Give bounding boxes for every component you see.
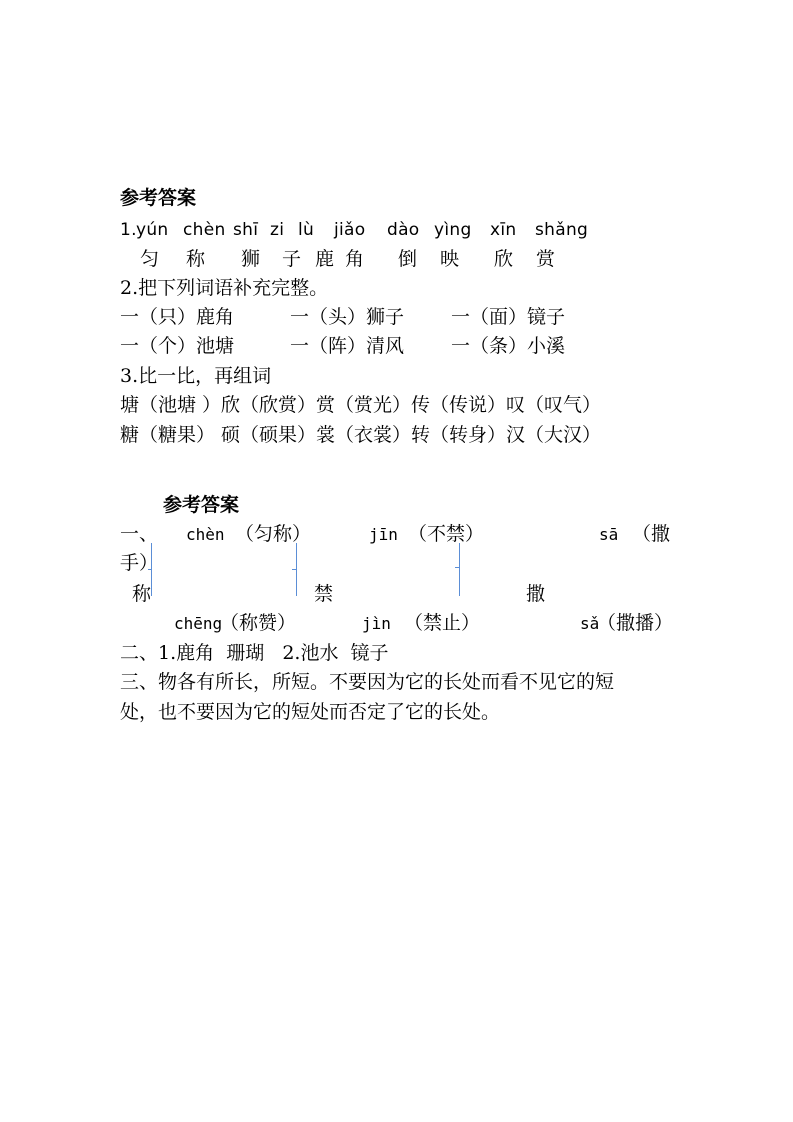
top-word-sa: （撒 [632,523,671,545]
brace-tick [455,567,459,568]
top-pinyin-sa: sā [599,525,619,544]
part3-line-1: 三、物各有所长，所短。不要因为它的长处而看不见它的短 [120,671,615,693]
q2-answer: 一（面）镜子 [451,306,566,328]
pinyin-shi: shī [233,220,259,240]
q2-answer: 一（个）池塘 [120,335,235,357]
answer-heading-1: 参考答案 [120,187,197,209]
q2-answer: 一（阵）清风 [290,335,405,357]
part2-answer: 二、1.鹿角 珊瑚 2.池水 镜子 [120,642,389,664]
top-pinyin-chen: chèn [186,525,225,544]
brace-line [296,543,302,596]
pinyin-yun: yún [136,220,169,240]
pinyin-shang: shǎng [535,220,589,240]
hanzi-lu: 鹿 [315,248,335,270]
hanzi-xin: 欣 [494,248,514,270]
wrapped-text: 手） [120,552,159,574]
bottom-pinyin-sa: sǎ [580,614,600,633]
q2-answer: 一（只）鹿角 [120,306,235,328]
q3-row-2: 糖（糖果） 硕（硕果）裳（衣裳）转（转身）汉（大汉） [120,424,602,446]
pinyin-ying: yìng [434,220,472,240]
bottom-word-jin: （禁止） [404,612,481,634]
top-word-jin: （不禁） [408,523,485,545]
q3-title: 3.比一比，再组词 [120,365,272,387]
hanzi-jiao: 角 [345,248,365,270]
bottom-word-cheng: （称赞） [220,612,297,634]
q2-answer: 一（条）小溪 [451,335,566,357]
top-pinyin-jin: jīn [369,525,398,544]
hanzi-zi: 子 [282,248,302,270]
q2-title: 2.把下列词语补充完整。 [120,277,329,299]
hanzi-dao: 倒 [398,248,418,270]
answer-heading-2: 参考答案 [163,494,240,516]
pinyin-chen: chèn [183,220,226,240]
q1-number: 1. [120,220,137,240]
char-sa: 撒 [526,583,546,605]
char-jin: 禁 [314,583,334,605]
pinyin-dao: dào [387,220,420,240]
top-word-chen: （匀称） [235,523,312,545]
q3-row-1: 塘（池塘 ）欣（欣赏）赏（赏光）传（传说）叹（叹气） [120,394,602,416]
pinyin-xin: xīn [490,220,517,240]
pinyin-zi: zi [270,220,285,240]
bottom-pinyin-cheng: chēng [174,614,223,633]
char-cheng: 称 [132,583,152,605]
brace-tick [148,569,152,570]
bottom-word-sa: （撒播） [597,612,674,634]
brace-tick [292,569,296,570]
hanzi-shang: 赏 [536,248,556,270]
hanzi-ying: 映 [440,248,460,270]
q2-answer: 一（头）狮子 [290,306,405,328]
hanzi-yun: 匀 [140,248,160,270]
pinyin-lu: lù [298,220,315,240]
brace-line [459,543,465,596]
hanzi-chen: 称 [186,248,206,270]
pinyin-jiao: jiǎo [334,220,366,240]
hanzi-shi: 狮 [241,248,261,270]
part1-label: 一、 [120,523,159,545]
bottom-pinyin-jin: jìn [362,614,391,633]
part3-line-2: 处，也不要因为它的短处而否定了它的长处。 [120,701,501,723]
